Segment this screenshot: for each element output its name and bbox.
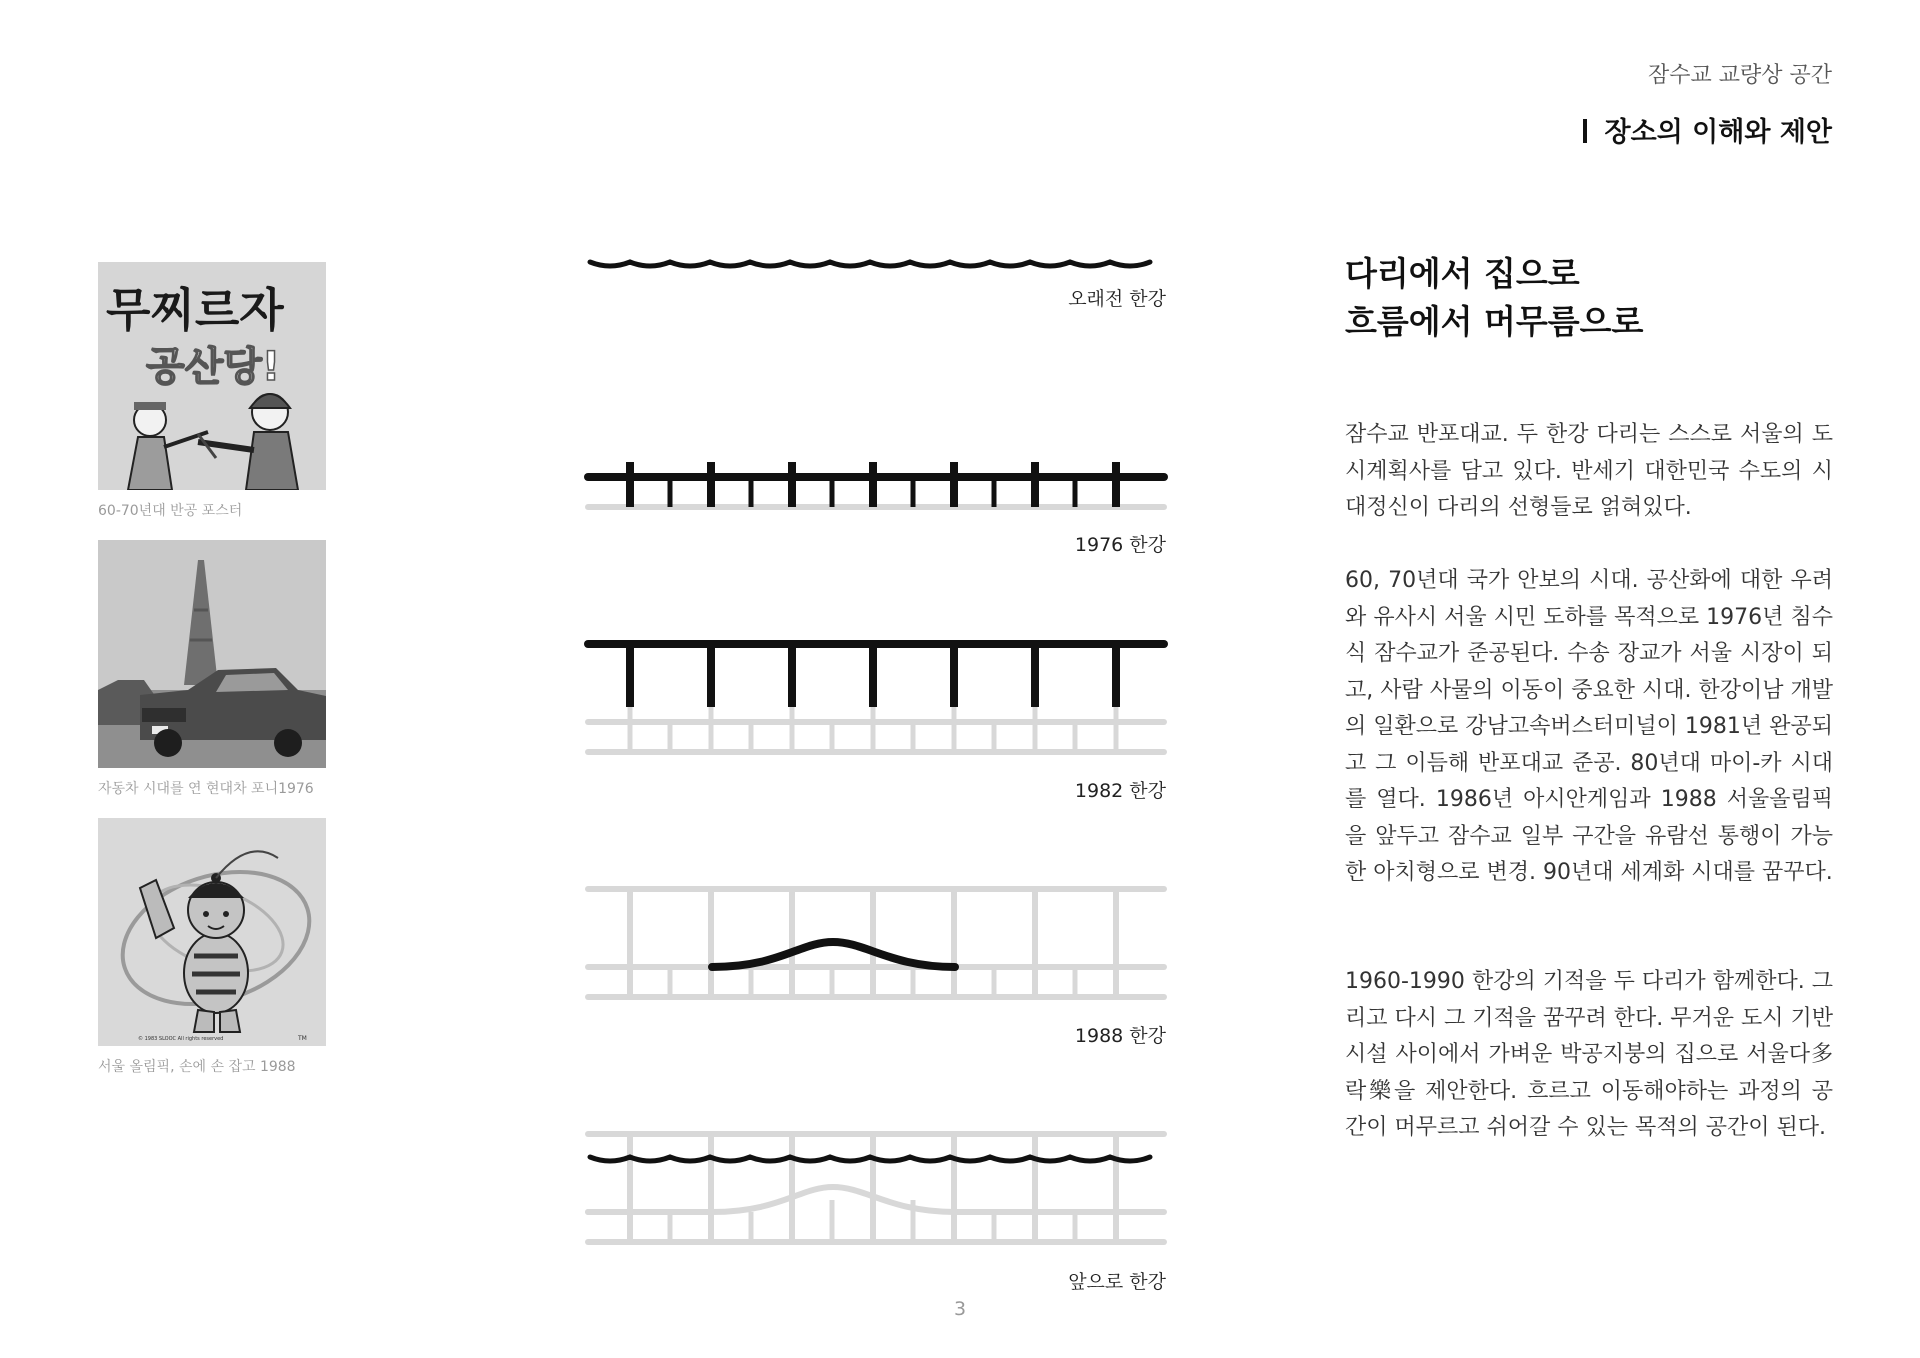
article-paragraph-2: 60, 70년대 국가 안보의 시대. 공산화에 대한 우려와 유사시 서울 시민 도하를 목적으로 1976년 침수식 잠수교가 준공된다. 수송 장교가 서울 시장이 되고, 사람 사물의 이동이 중요한 시대. 한강이남 개발의 일환으로 강남고속버스터미널이 1981년 완공되고 그 이듬해 반포대교 준공. 80년대 마이-카 시대를 열다. 1986년 아시안게임과 1988 서울올림픽을 앞두고 잠수교 일부 구간을 유람선 통행이 가능한 아치형으로 변경. 90년대 세계화 시대를 꿈꾸다. (1345, 568, 1833, 885)
banpo-1982-diagram (588, 644, 1164, 752)
article-paragraph-3: 1960-1990 한강의 기적을 두 다리가 함께한다. 그리고 다시 그 기적을 꿈꾸려 한다. 무거운 도시 기반시설 사이에서 가벼운 박공지붕의 집으로 서울다多락樂을 제안한다. 흐르고 이동해야하는 과정의 공간이 머무르고 쉬어갈 수 있는 목적의 공간이 된다. (1345, 969, 1833, 1140)
diagram-label-1976: 1976 한강 (1074, 534, 1166, 556)
section-title-text: 장소의 이해와 제안 (1604, 117, 1832, 148)
jamsugyo-1976-diagram (588, 462, 1164, 507)
article-heading-line2: 흐름에서 머무름으로 (1345, 302, 1644, 341)
arch-section-line (712, 942, 955, 967)
article-paragraph-1: 잠수교 반포대교. 두 한강 다리는 스스로 서울의 도시계획사를 담고 있다. 반세기 대한민국 수도의 시대정신이 다리의 선형들로 얽혀있다. (1345, 422, 1833, 520)
river-wave-line (590, 262, 1150, 266)
mascot-trademark: TM (298, 1035, 307, 1042)
future-river-diagram (588, 1134, 1164, 1242)
old-river-diagram (590, 262, 1150, 266)
poster-headline: 무찌르자 (106, 283, 284, 337)
diagram-label-old: 오래전 한강 (1068, 288, 1166, 310)
diagram-label-future: 앞으로 한강 (1068, 1271, 1166, 1293)
poster-subheadline: 공산당! (146, 344, 281, 390)
section-subtitle: 잠수교 교량상 공간 (1647, 63, 1832, 88)
page-number: 3 (953, 1298, 967, 1320)
mascot-caption: 서울 올림픽, 손에 손 잡고 1988 (98, 1059, 296, 1075)
article-heading-line1: 다리에서 집으로 (1345, 254, 1580, 293)
poster-caption: 60-70년대 반공 포스터 (98, 503, 243, 519)
mascot-copyright: © 1983 SLOOC All rights reserved (138, 1036, 224, 1042)
diagram-label-1982: 1982 한강 (1074, 780, 1166, 802)
diagram-label-1988: 1988 한강 (1074, 1025, 1166, 1047)
pony-car-caption: 자동차 시대를 연 현대차 포니1976 (98, 781, 314, 797)
article-heading (1345, 250, 1643, 346)
arch-1988-diagram (588, 889, 1164, 997)
